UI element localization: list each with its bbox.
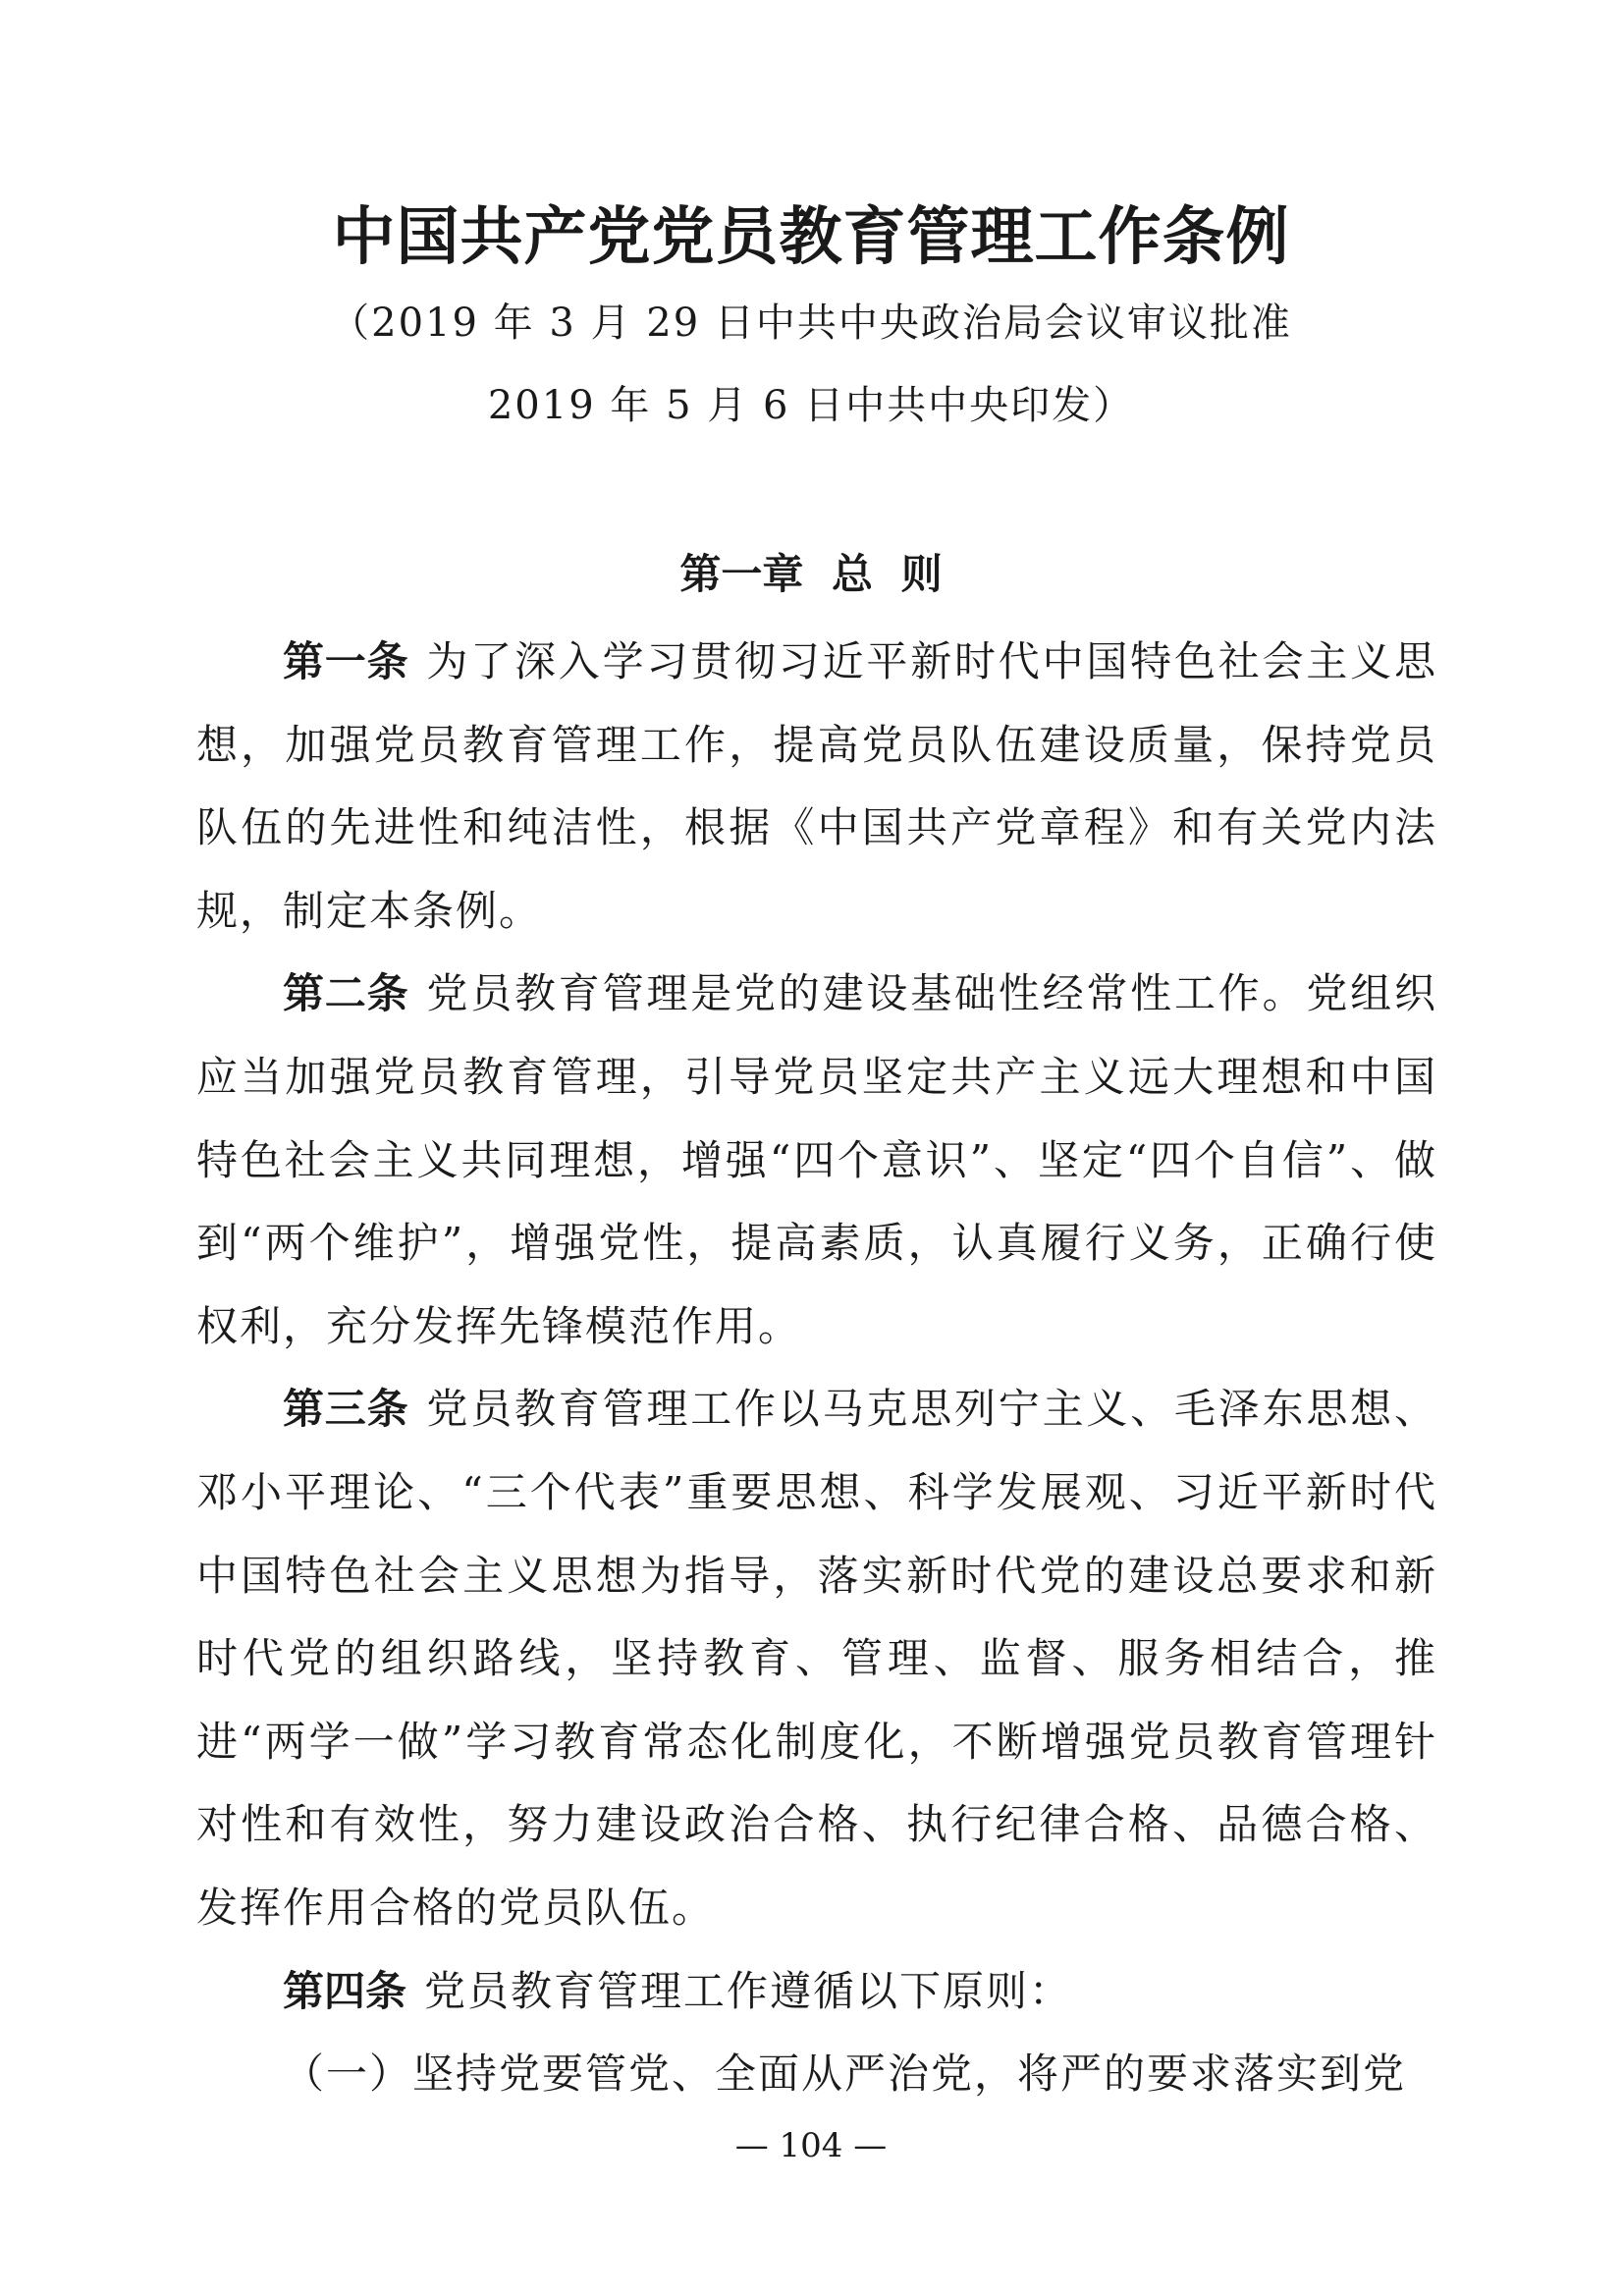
document-title: 中国共产党党员教育管理工作条例 [332, 200, 1290, 274]
article-3 [196, 1368, 1437, 1949]
article-text: 党员教育管理工作遵循以下原则： [424, 1966, 1073, 2015]
article-label: 第一条 [283, 637, 409, 685]
article-text: 党员教育管理工作以马克思列宁主义、毛泽东思想、邓小平理论、“三个代表”重要思想、科学发展观、习近平新时代中国特色社会主义思想为指导，落实新时代党的建设总要求和新时代党的组织路线，坚持教育、管理、监督、服务相结合，推进“两学一做”学习教育常态化制度化，不断增强党员教育管理针对性和有效性，努力建设政治合格、执行纪律合格、品德合格、发挥作用合格的党员队伍。 [196, 1385, 1437, 1932]
article-label: 第二条 [283, 969, 409, 1018]
article-label: 第三条 [283, 1385, 409, 1434]
document-body [196, 621, 1437, 2116]
article-2 [196, 953, 1437, 1368]
article-text: 党员教育管理是党的建设基础性经常性工作。党组织应当加强党员教育管理，引导党员坚定共产主义远大理想和中国特色社会主义共同理想，增强“四个意识”、坚定“四个自信”、做到“两个维护”，增强党性，提高素质，认真履行义务，正确行使权利，充分发挥先锋模范作用。 [196, 969, 1437, 1350]
article-label: 第四条 [283, 1966, 407, 2015]
chapter-heading: 第一章 总 则 [679, 550, 943, 598]
article-4 [196, 1950, 1437, 2034]
document-subtitle-issuance: 2019 年 5 月 6 日中共中央印发） [487, 383, 1135, 428]
article-1 [196, 621, 1437, 953]
page-number: — 104 — [734, 2126, 888, 2165]
document-subtitle-approval: （2019 年 3 月 29 日中共中央政治局会议审议批准 [330, 301, 1292, 346]
article-text: 为了深入学习贯彻习近平新时代中国特色社会主义思想，加强党员教育管理工作，提高党员队伍建设质量，保持党员队伍的先进性和纯洁性，根据《中国共产党章程》和有关党内法规，制定本条例。 [196, 637, 1437, 935]
clause-1: （一）坚持党要管党、全面从严治党，将严的要求落实到党 [283, 2050, 1407, 2099]
